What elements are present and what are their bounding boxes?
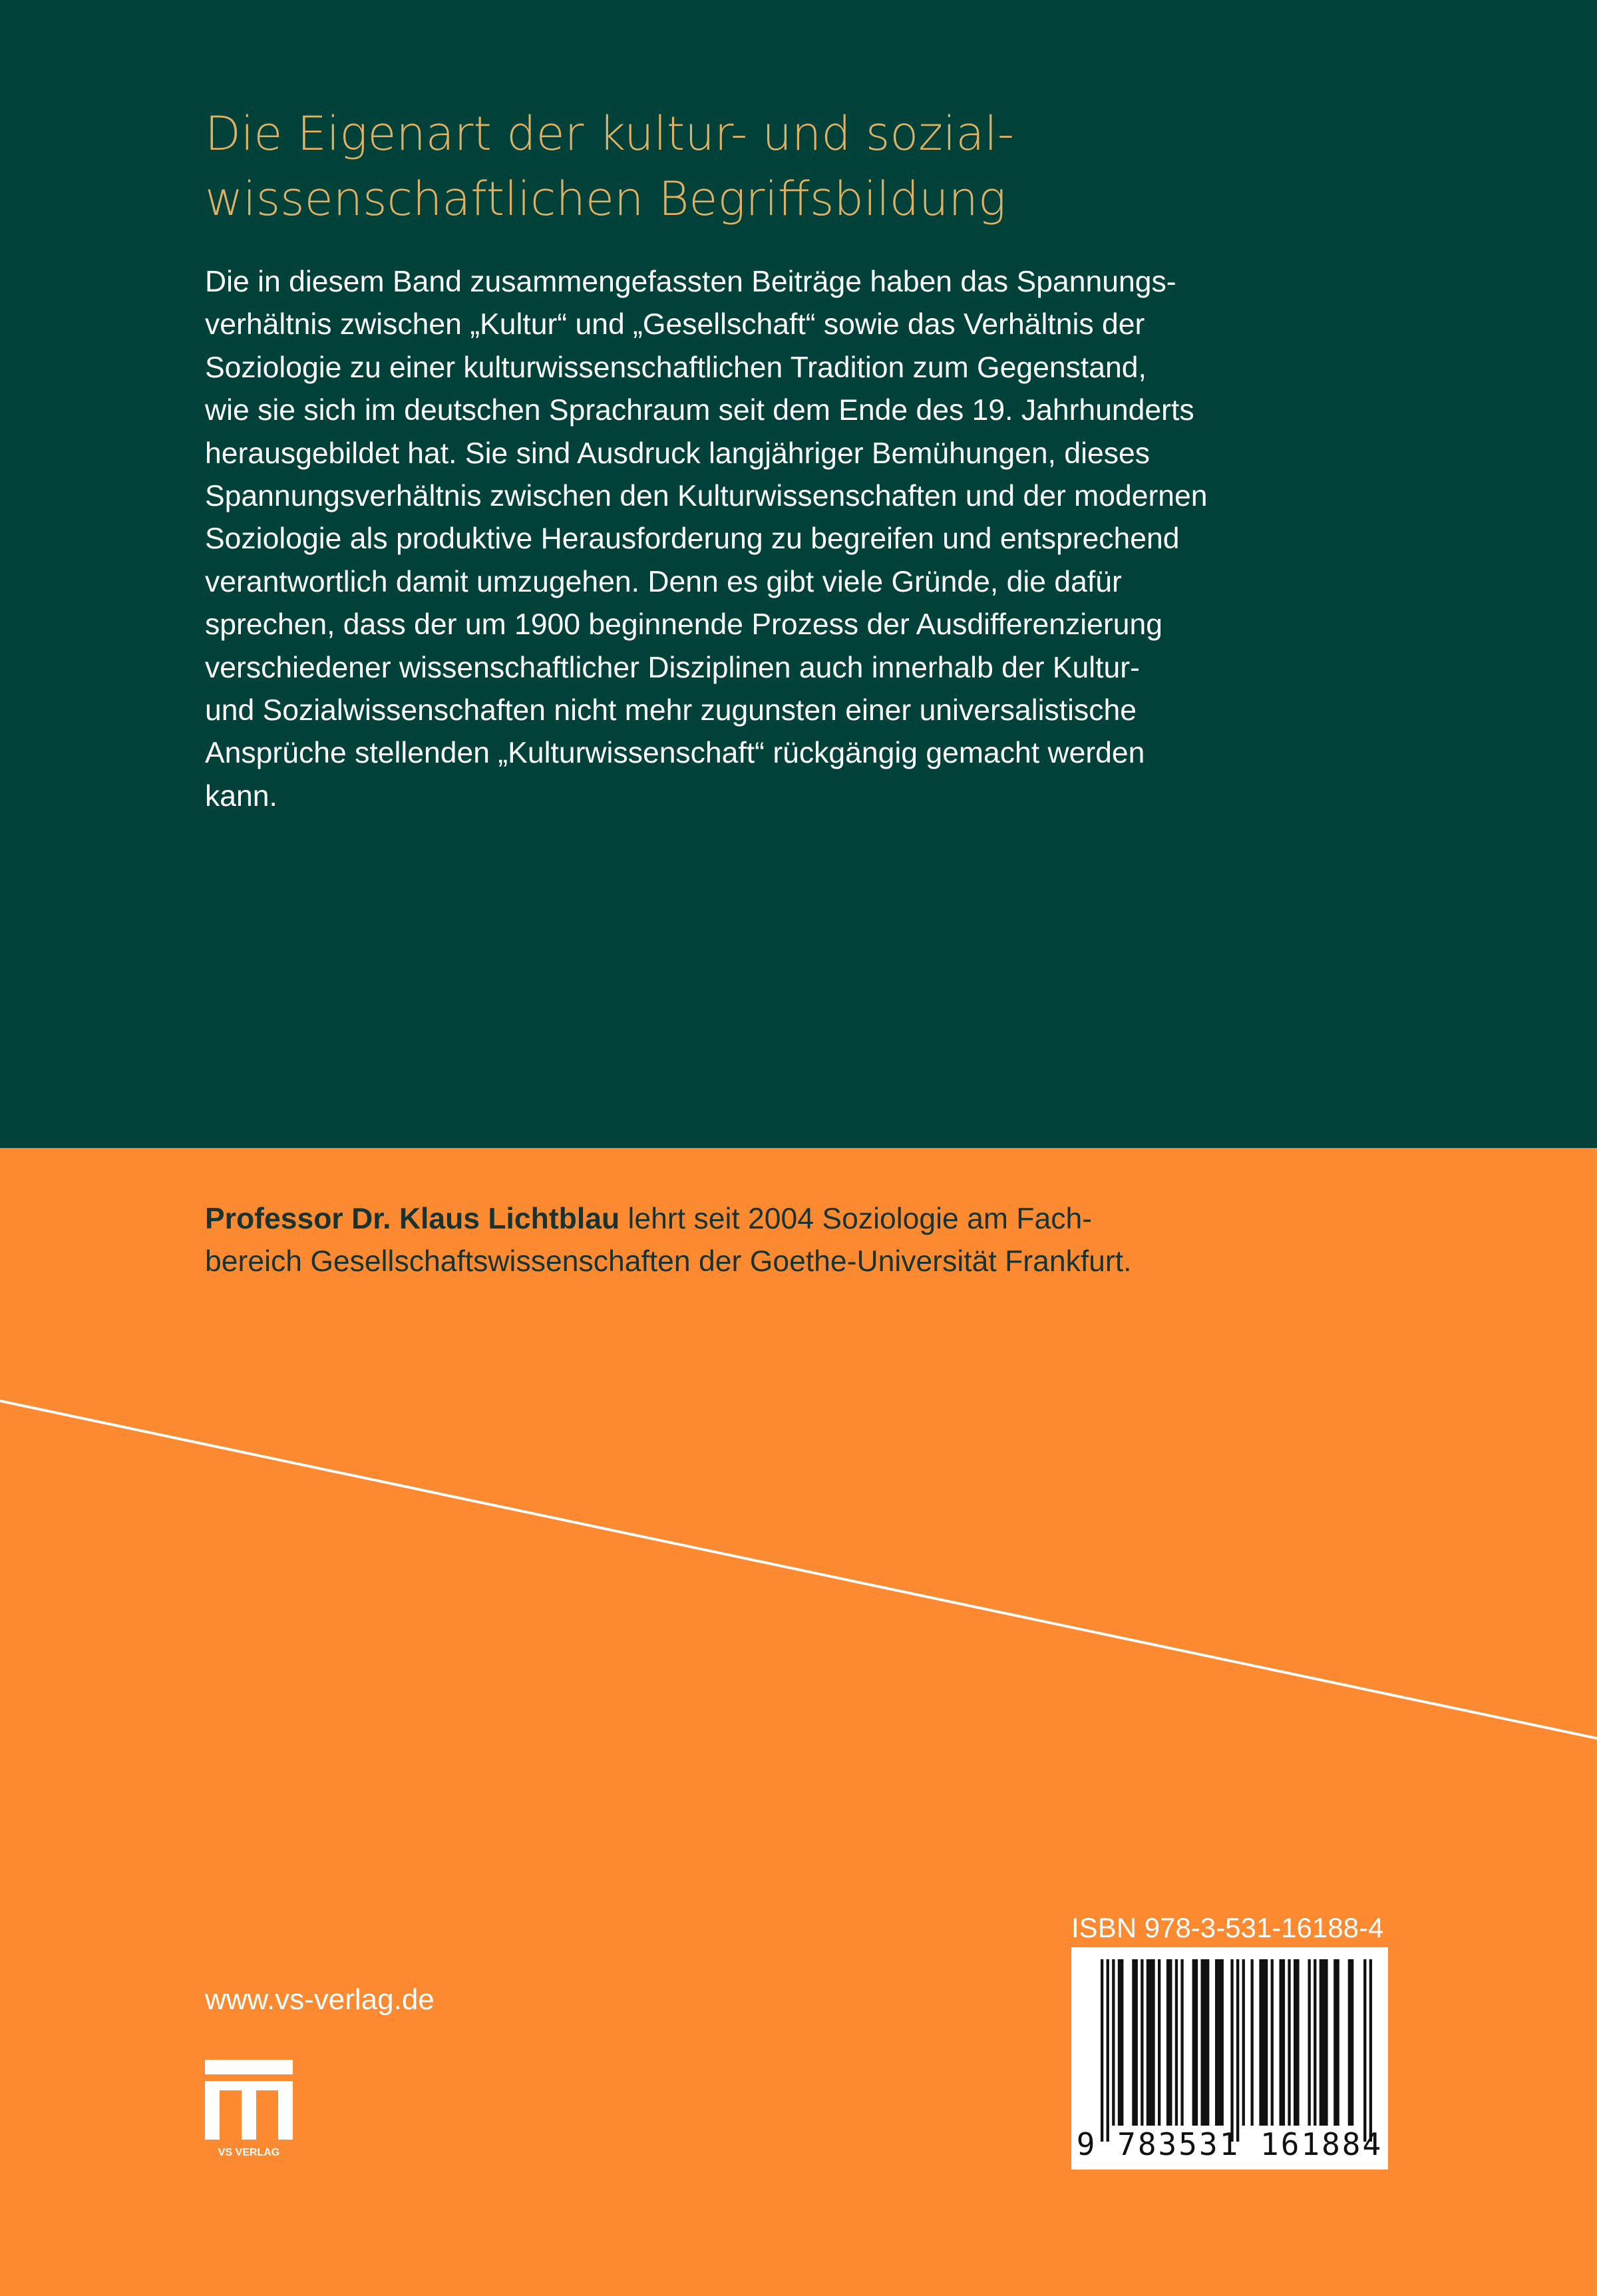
barcode-bar [1333, 1959, 1339, 2126]
logo-bar-top [205, 2060, 293, 2074]
book-title-line-1: Die Eigenart der kultur- und sozial- [205, 106, 1015, 161]
barcode-bar [1242, 1959, 1245, 2126]
book-title-line-2: wissenschaftlichen Begriffsbildung [205, 172, 1006, 226]
barcode-bar [1141, 1959, 1143, 2126]
barcode-bar [1280, 1959, 1286, 2126]
barcode-bar [1118, 1959, 1124, 2126]
publisher-website[interactable]: www.vs-verlag.de [205, 1983, 435, 2016]
blurb-line: wie sie sich im deutschen Sprachraum seit dem Ende des 19. Jahrhunderts [205, 394, 1194, 427]
author-bio-line-1-rest: lehrt seit 2004 Soziologie am Fach- [620, 1203, 1093, 1235]
barcode-guard-bar [1107, 1959, 1109, 2142]
barcode-bar [1201, 1959, 1210, 2126]
barcode-bar [1147, 1959, 1155, 2126]
blurb-line: herausgebildet hat. Sie sind Ausdruck langjähriger Bemühungen, dieses [205, 437, 1150, 470]
logo-column-2 [242, 2090, 256, 2140]
blurb-line: sprechen, dass der um 1900 beginnende Prozess der Ausdifferenzierung [205, 608, 1162, 642]
logo-bar-middle [205, 2081, 293, 2090]
blurb-line: Soziologie als produktive Herausforderung zu begreifen und entsprechend [205, 522, 1180, 556]
blurb-line: verschiedener wissenschaftlicher Disziplinen auch innerhalb der Kultur- [205, 651, 1140, 684]
barcode-bar [1271, 1959, 1274, 2126]
barcode-guard-bar [1230, 1959, 1233, 2142]
blurb-text [205, 261, 1469, 818]
barcode-guard-bar [1369, 1959, 1372, 2142]
barcode-guard-bar [1101, 1959, 1103, 2142]
barcode-bar [1158, 1959, 1160, 2126]
barcode-bar [1251, 1959, 1254, 2126]
barcode-bar [1259, 1959, 1268, 2126]
barcode-bar [1294, 1959, 1300, 2126]
logo-column-1 [205, 2090, 220, 2140]
barcode-bar [1112, 1959, 1115, 2126]
author-bio-line-1 [205, 1198, 1469, 1241]
barcode-bar [1215, 1959, 1224, 2126]
author-bio-line-2: bereich Gesellschaftswissenschaften der Goethe-Universität Frankfurt. [205, 1245, 1132, 1278]
blurb-line: Soziologie zu einer kulturwissenschaftlichen Tradition zum Gegenstand, [205, 351, 1147, 384]
blurb-line: Die in diesem Band zusammengefassten Beiträge haben das Spannungs- [205, 266, 1176, 298]
barcode-bar [1348, 1959, 1354, 2126]
barcode-bar [1192, 1959, 1198, 2126]
barcode [1071, 1947, 1388, 2170]
barcode-guard-bar [1363, 1959, 1366, 2142]
barcode-bar [1180, 1959, 1183, 2126]
barcode-digits: 9 783531 161884 [1076, 2126, 1383, 2162]
barcode-bar [1308, 1959, 1311, 2126]
author-bio [205, 1198, 1469, 1283]
blurb-line: Spannungsverhältnis zwischen den Kulturwissenschaften und der modernen [205, 480, 1208, 513]
isbn-label: ISBN 978-3-531-16188-4 [1071, 1912, 1384, 1943]
logo-wordmark: VS VERLAG [218, 2147, 280, 2158]
blurb-line: verantwortlich damit umzugehen. Denn es gibt viele Gründe, die dafür [205, 565, 1122, 598]
author-name: Professor Dr. Klaus Lichtblau [205, 1203, 620, 1235]
book-title [205, 101, 1469, 232]
barcode-bar [1320, 1959, 1328, 2126]
barcode-bar [1288, 1959, 1290, 2126]
blurb-line: und Sozialwissenschaften nicht mehr zugunsten einer universalistische [205, 694, 1137, 727]
blurb-line: verhältnis zwischen „Kultur“ und „Gesellschaft“ sowie das Verhältnis der [205, 308, 1145, 341]
barcode-bar [1166, 1959, 1172, 2126]
barcode-bar [1314, 1959, 1316, 2126]
blurb-line: kann. [205, 779, 277, 813]
logo-column-3 [278, 2090, 293, 2140]
blurb-line: Ansprüche stellenden „Kulturwissenschaft“ rückgängig gemacht werden [205, 737, 1145, 770]
barcode-bar [1132, 1959, 1138, 2126]
barcode-guard-bar [1236, 1959, 1239, 2142]
vs-verlag-logo [205, 2060, 293, 2160]
barcode-bar [1175, 1959, 1178, 2126]
